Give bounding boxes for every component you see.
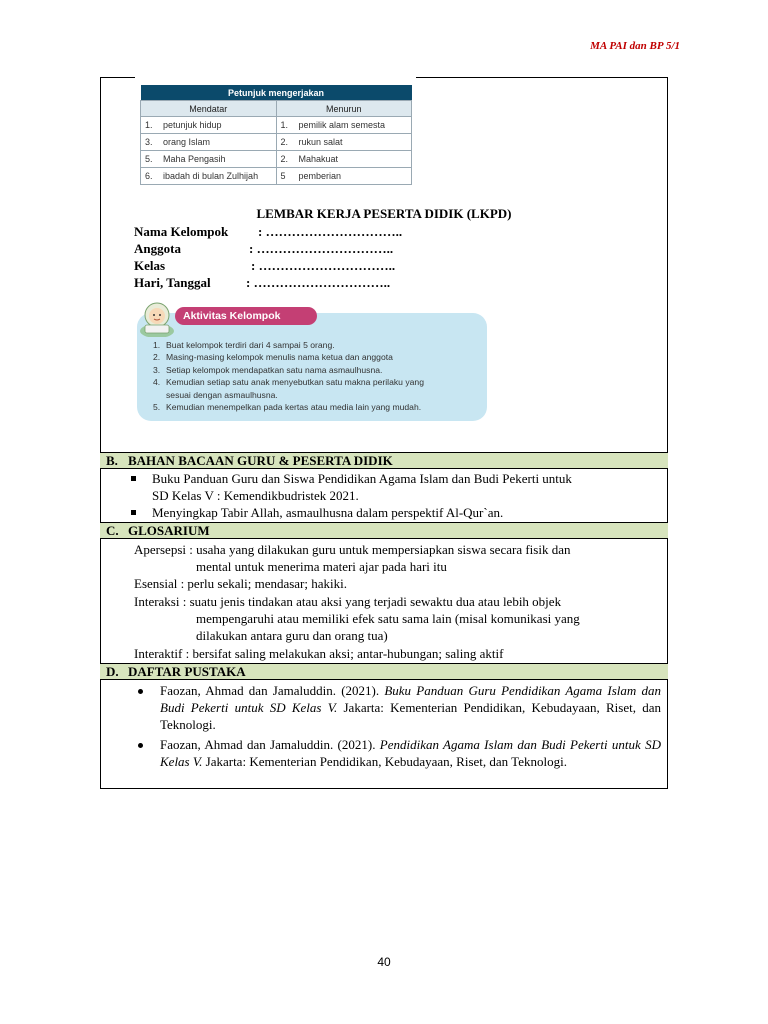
- clue-text: petunjuk hidup: [163, 120, 222, 130]
- section-letter: D.: [106, 664, 119, 679]
- page-number: 40: [377, 955, 391, 969]
- table-row: [141, 117, 412, 134]
- activity-steps: [153, 339, 483, 413]
- square-bullet-icon: [131, 510, 136, 515]
- table-row: [141, 134, 412, 151]
- clue-number: 2.: [280, 137, 289, 147]
- reading-item-line: Menyingkap Tabir Allah, asmaulhusna dalam perspektif Al-Qur`an.: [152, 505, 504, 520]
- field-value: : …………………………..: [249, 241, 394, 256]
- step-text: Kemudian menempelkan pada kertas atau media lain yang mudah.: [166, 402, 422, 413]
- section-c-header: [100, 522, 668, 539]
- field-label: Nama Kelompok: [134, 224, 229, 239]
- table-row: [141, 168, 412, 185]
- list-item: [153, 339, 483, 351]
- field-group-name: [134, 224, 403, 241]
- glossary-entry: Esensial : perlu sekali; mendasar; hakiki.: [134, 576, 347, 591]
- reference-item: [160, 682, 661, 733]
- table-row: [141, 151, 412, 168]
- clue-text: pemilik alam semesta: [298, 120, 386, 130]
- step-text: Setiap kelompok mendapatkan satu nama asmaulhusna.: [166, 364, 383, 375]
- step-text: Buat kelompok terdiri dari 4 sampai 5 orang.: [166, 340, 335, 350]
- reference-author: Faozan, Ahmad dan Jamaluddin. (2021).: [160, 737, 376, 752]
- section-letter: C.: [106, 523, 119, 538]
- field-label: Kelas: [134, 258, 166, 273]
- section-title: BAHAN BACAAN GURU & PESERTA DIDIK: [128, 453, 393, 468]
- field-class: [134, 258, 396, 275]
- field-value: : …………………………..: [258, 224, 403, 239]
- step-number: 3.: [153, 364, 161, 375]
- section-d-header: [100, 663, 668, 680]
- clue-text: orang Islam: [163, 137, 211, 147]
- clue-number: 5.: [145, 154, 153, 164]
- step-number: 4.: [153, 377, 161, 388]
- clue-text: ibadah di bulan Zulhijah: [163, 171, 259, 181]
- col-down-header: Menurun: [276, 101, 412, 117]
- reference-item: [160, 736, 661, 770]
- frame-gap: [135, 74, 416, 80]
- clue-text: pemberian: [298, 171, 342, 181]
- clue-number: 1.: [280, 120, 289, 130]
- reference-title: Buku Panduan Guru Pendidikan Agama Islam dan Budi Pekerti untuk SD Kelas V.: [160, 683, 661, 715]
- field-label: Anggota: [134, 241, 181, 256]
- field-date: [134, 275, 391, 292]
- section-letter: B.: [106, 453, 118, 468]
- step-number: 1.: [153, 340, 161, 350]
- bullet-icon: [138, 689, 143, 694]
- reading-item-line: SD Kelas V : Kemendikbudristek 2021.: [152, 488, 359, 503]
- col-across-header: Mendatar: [141, 101, 277, 117]
- reference-publisher: Jakarta: Kementerian Pendidikan, Kebudayaan, Riset, dan Teknologi.: [160, 700, 661, 732]
- step-number: 2.: [153, 352, 161, 363]
- reference-author: Faozan, Ahmad dan Jamaluddin. (2021).: [160, 683, 380, 698]
- bullet-icon: [138, 743, 143, 748]
- student-avatar-icon: [137, 297, 177, 337]
- document-code: MA PAI dan BP 5/1: [590, 40, 680, 52]
- field-value: : …………………………..: [251, 258, 396, 273]
- reference-publisher: Jakarta: Kementerian Pendidikan, Kebudayaan, Riset, dan Teknologi.: [205, 754, 567, 769]
- field-value: : …………………………..: [246, 275, 391, 290]
- reference-title: Pendidikan Agama Islam dan Budi Pekerti untuk SD Kelas V.: [160, 737, 661, 769]
- clue-number: 6.: [145, 171, 153, 181]
- list-item: [153, 376, 483, 401]
- step-text: Kemudian setiap satu anak menyebutkan satu makna perilaku yang: [166, 377, 424, 388]
- glossary-entry: Interaksi : suatu jenis tindakan atau aksi yang terjadi sewaktu dua atau lebih objek: [134, 594, 562, 609]
- clue-number: 2.: [280, 154, 289, 164]
- clue-number: 5: [280, 171, 286, 181]
- field-members: [134, 241, 394, 258]
- clue-number: 3.: [145, 137, 153, 147]
- glossary-entry: Apersepsi : usaha yang dilakukan guru untuk mempersiapkan siswa secara fisik dan: [134, 542, 571, 557]
- glossary-entry-cont: mempengaruhi atau memiliki efek satu sama lain (misal komunikasi yang: [196, 611, 580, 626]
- list-item: [153, 364, 483, 376]
- glossary-entry-cont: dilakukan antara guru dan orang tua): [196, 628, 388, 643]
- section-title: DAFTAR PUSTAKA: [128, 664, 246, 679]
- instruction-table-title: Petunjuk mengerjakan: [141, 85, 412, 101]
- activity-title: Aktivitas Kelompok: [175, 307, 317, 325]
- lkpd-title: LEMBAR KERJA PESERTA DIDIK (LKPD): [256, 206, 512, 221]
- step-text: Masing-masing kelompok menulis nama ketua dan anggota: [166, 352, 393, 363]
- section-b-header: [100, 452, 668, 469]
- reading-item-line: Buku Panduan Guru dan Siswa Pendidikan Agama Islam dan Budi Pekerti untuk: [152, 471, 572, 486]
- clue-text: Maha Pengasih: [163, 154, 226, 164]
- instruction-table: [140, 85, 412, 185]
- field-label: Hari, Tanggal: [134, 275, 211, 290]
- list-item: [153, 401, 483, 413]
- list-item: [153, 351, 483, 363]
- step-text-continued: sesuai dengan asmaulhusna.: [166, 389, 278, 400]
- clue-text: Mahakuat: [298, 154, 339, 164]
- step-number: 5.: [153, 402, 161, 413]
- square-bullet-icon: [131, 476, 136, 481]
- section-title: GLOSARIUM: [128, 523, 210, 538]
- clue-text: rukun salat: [298, 137, 343, 147]
- clue-number: 1.: [145, 120, 153, 130]
- glossary-entry: Interaktif : bersifat saling melakukan aksi; antar-hubungan; saling aktif: [134, 646, 504, 661]
- glossary-entry-cont: mental untuk menerima materi ajar pada hari itu: [196, 559, 447, 574]
